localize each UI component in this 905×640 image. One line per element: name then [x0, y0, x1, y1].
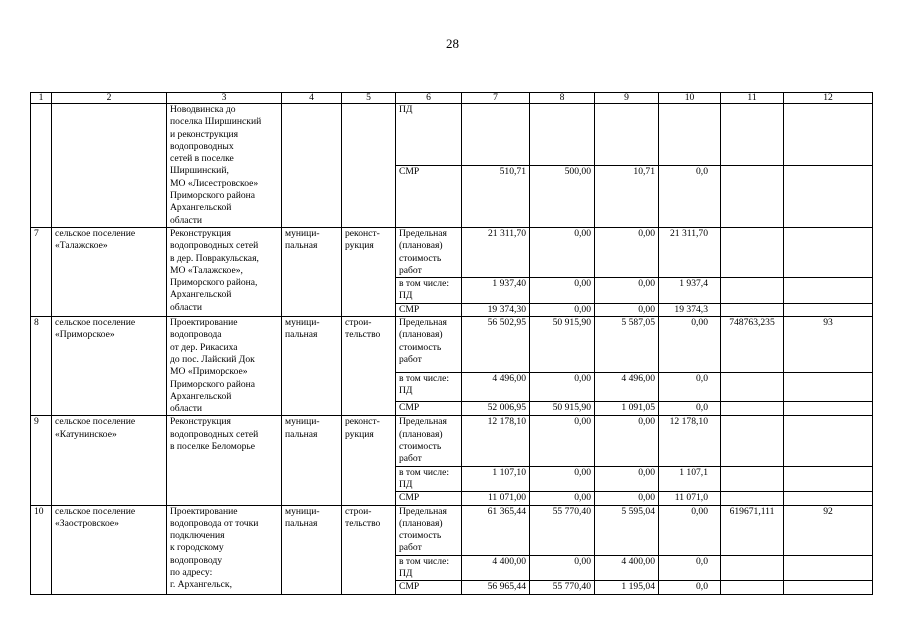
table-cell: строи- тельство	[342, 505, 396, 594]
table-cell: 0,0	[659, 165, 721, 227]
table-cell: 4 400,00	[595, 555, 659, 581]
table-cell: Предельная (плановая) стоимость работ	[396, 227, 462, 277]
table-row	[31, 104, 873, 166]
table-row	[31, 505, 873, 555]
table-cell	[784, 581, 873, 594]
col-header: 8	[530, 93, 595, 104]
table-cell: сельское поселение «Заостровское»	[52, 505, 167, 594]
table-cell: 11 071,0	[659, 492, 721, 505]
table-cell: 19 374,30	[462, 303, 530, 316]
table-cell: муници- пальная	[282, 227, 342, 316]
table-cell: реконст- рукция	[342, 227, 396, 316]
col-header: 9	[595, 93, 659, 104]
table-cell: Предельная (плановая) стоимость работ	[396, 317, 462, 373]
table-cell: 0,00	[659, 505, 721, 555]
page-number: 28	[446, 36, 459, 51]
table-cell	[530, 104, 595, 166]
table-cell: сельское поселение «Приморское»	[52, 317, 167, 416]
table-cell	[784, 416, 873, 466]
table-cell: 10	[31, 505, 52, 594]
table-cell	[721, 278, 784, 304]
table-cell	[721, 104, 784, 166]
table-cell: 56 965,44	[462, 581, 530, 594]
table-cell: 5 595,04	[595, 505, 659, 555]
table-cell: Предельная (плановая) стоимость работ	[396, 416, 462, 466]
table-cell: 0,00	[595, 466, 659, 492]
table-cell: муници- пальная	[282, 416, 342, 505]
table-cell: строи- тельство	[342, 317, 396, 416]
table-cell: СМР	[396, 492, 462, 505]
table-cell: 1 091,05	[595, 401, 659, 416]
table-cell	[784, 466, 873, 492]
table-cell: 0,00	[595, 227, 659, 277]
col-header: 7	[462, 93, 530, 104]
table-cell: 50 915,90	[530, 401, 595, 416]
col-header: 6	[396, 93, 462, 104]
table-cell	[784, 373, 873, 402]
table-cell: 11 071,00	[462, 492, 530, 505]
table-cell	[462, 104, 530, 166]
table-cell	[721, 466, 784, 492]
column-number-row	[31, 93, 873, 104]
col-header: 12	[784, 93, 873, 104]
table-cell: ПД	[396, 104, 462, 166]
table-cell	[31, 104, 52, 228]
table-cell: в том числе: ПД	[396, 373, 462, 402]
table-cell	[721, 401, 784, 416]
table-cell: сельское поселение «Катунинское»	[52, 416, 167, 505]
table-cell: Проектирование водопровода от точки подключения к городскому водопроводу по адресу: г. Архангельск,	[167, 505, 282, 594]
table-cell	[784, 104, 873, 166]
table-cell	[595, 104, 659, 166]
table-cell: в том числе: ПД	[396, 555, 462, 581]
table-cell	[52, 104, 167, 228]
table-cell: 0,00	[530, 278, 595, 304]
table-cell: 1 107,1	[659, 466, 721, 492]
table-cell: реконст- рукция	[342, 416, 396, 505]
table-row	[31, 227, 873, 277]
table-cell: 55 770,40	[530, 505, 595, 555]
table-cell: 748763,235	[721, 317, 784, 373]
table-cell: 1 937,4	[659, 278, 721, 304]
table-cell: Новодвинска до поселка Ширшинский и реконструкция водопроводных сетей в поселке Ширшинский, МО «Лисестровское» Приморского района Архангельской области	[167, 104, 282, 228]
table-cell: 10,71	[595, 165, 659, 227]
col-header: 2	[52, 93, 167, 104]
table-cell: 12 178,10	[659, 416, 721, 466]
table-cell: муници- пальная	[282, 317, 342, 416]
table-cell: 0,0	[659, 401, 721, 416]
col-header: 1	[31, 93, 52, 104]
table-cell: 0,00	[530, 227, 595, 277]
table-cell: Реконструкция водопроводных сетей в дер. Повракульская, МО «Талажское», Приморского района, Архангельской области	[167, 227, 282, 316]
table-cell: 56 502,95	[462, 317, 530, 373]
table-row	[31, 317, 873, 373]
table-cell: в том числе: ПД	[396, 278, 462, 304]
table-cell: в том числе: ПД	[396, 466, 462, 492]
table-cell	[721, 492, 784, 505]
table-cell	[721, 303, 784, 316]
table-cell: 52 006,95	[462, 401, 530, 416]
table-body	[31, 93, 873, 595]
table-cell: 9	[31, 416, 52, 505]
col-header: 5	[342, 93, 396, 104]
table-cell	[721, 165, 784, 227]
table-cell	[721, 227, 784, 277]
table-cell: 0,0	[659, 581, 721, 594]
table-cell: 61 365,44	[462, 505, 530, 555]
table-cell	[721, 555, 784, 581]
table-cell	[784, 555, 873, 581]
table-cell: 19 374,3	[659, 303, 721, 316]
table-cell	[659, 104, 721, 166]
table-cell: 4 400,00	[462, 555, 530, 581]
table-cell: СМР	[396, 303, 462, 316]
col-header: 10	[659, 93, 721, 104]
table-cell: 5 587,05	[595, 317, 659, 373]
col-header: 4	[282, 93, 342, 104]
table-cell	[784, 492, 873, 505]
table-cell: 4 496,00	[462, 373, 530, 402]
table-cell: 0,00	[595, 278, 659, 304]
table-cell: 55 770,40	[530, 581, 595, 594]
table-cell	[282, 104, 342, 228]
table-cell: 0,0	[659, 373, 721, 402]
table-cell: 1 107,10	[462, 466, 530, 492]
table-cell: 12 178,10	[462, 416, 530, 466]
table-row	[31, 416, 873, 466]
table-cell: 0,00	[530, 555, 595, 581]
table-cell: 0,00	[530, 416, 595, 466]
investment-table	[30, 92, 873, 595]
table-cell: 0,00	[595, 416, 659, 466]
table-cell: 0,00	[530, 303, 595, 316]
col-header: 11	[721, 93, 784, 104]
table-cell	[784, 401, 873, 416]
table-cell: 50 915,90	[530, 317, 595, 373]
table-cell: 0,00	[530, 492, 595, 505]
table-cell: 7	[31, 227, 52, 316]
table-cell: СМР	[396, 401, 462, 416]
table-cell: 0,00	[595, 303, 659, 316]
table-cell: 93	[784, 317, 873, 373]
table-cell: 0,00	[595, 492, 659, 505]
table-cell: 1 195,04	[595, 581, 659, 594]
table-cell: 500,00	[530, 165, 595, 227]
table-cell: 1 937,40	[462, 278, 530, 304]
col-header: 3	[167, 93, 282, 104]
table-cell	[784, 303, 873, 316]
table-cell: 0,00	[530, 466, 595, 492]
table-cell: муници- пальная	[282, 505, 342, 594]
table-cell: 21 311,70	[659, 227, 721, 277]
table-cell: Проектирование водопровода от дер. Рикасиха до пос. Лайский Док МО «Приморское» Приморского района Архангельской области	[167, 317, 282, 416]
table-cell: 0,00	[659, 317, 721, 373]
table-cell: 0,0	[659, 555, 721, 581]
table-cell: 92	[784, 505, 873, 555]
table-cell: СМР	[396, 165, 462, 227]
table-cell	[342, 104, 396, 228]
table-cell: 0,00	[530, 373, 595, 402]
table-cell	[784, 227, 873, 277]
table-cell	[721, 416, 784, 466]
table-cell	[721, 373, 784, 402]
table-cell: 510,71	[462, 165, 530, 227]
table-cell: 619671,111	[721, 505, 784, 555]
table-cell: Реконструкция водопроводных сетей в поселке Беломорье	[167, 416, 282, 505]
table-cell	[721, 581, 784, 594]
table-cell: 4 496,00	[595, 373, 659, 402]
table-cell: сельское поселение «Талажское»	[52, 227, 167, 316]
table-cell: 8	[31, 317, 52, 416]
table-cell: Предельная (плановая) стоимость работ	[396, 505, 462, 555]
table-cell	[784, 278, 873, 304]
table-cell	[784, 165, 873, 227]
table-cell: СМР	[396, 581, 462, 594]
table-cell: 21 311,70	[462, 227, 530, 277]
